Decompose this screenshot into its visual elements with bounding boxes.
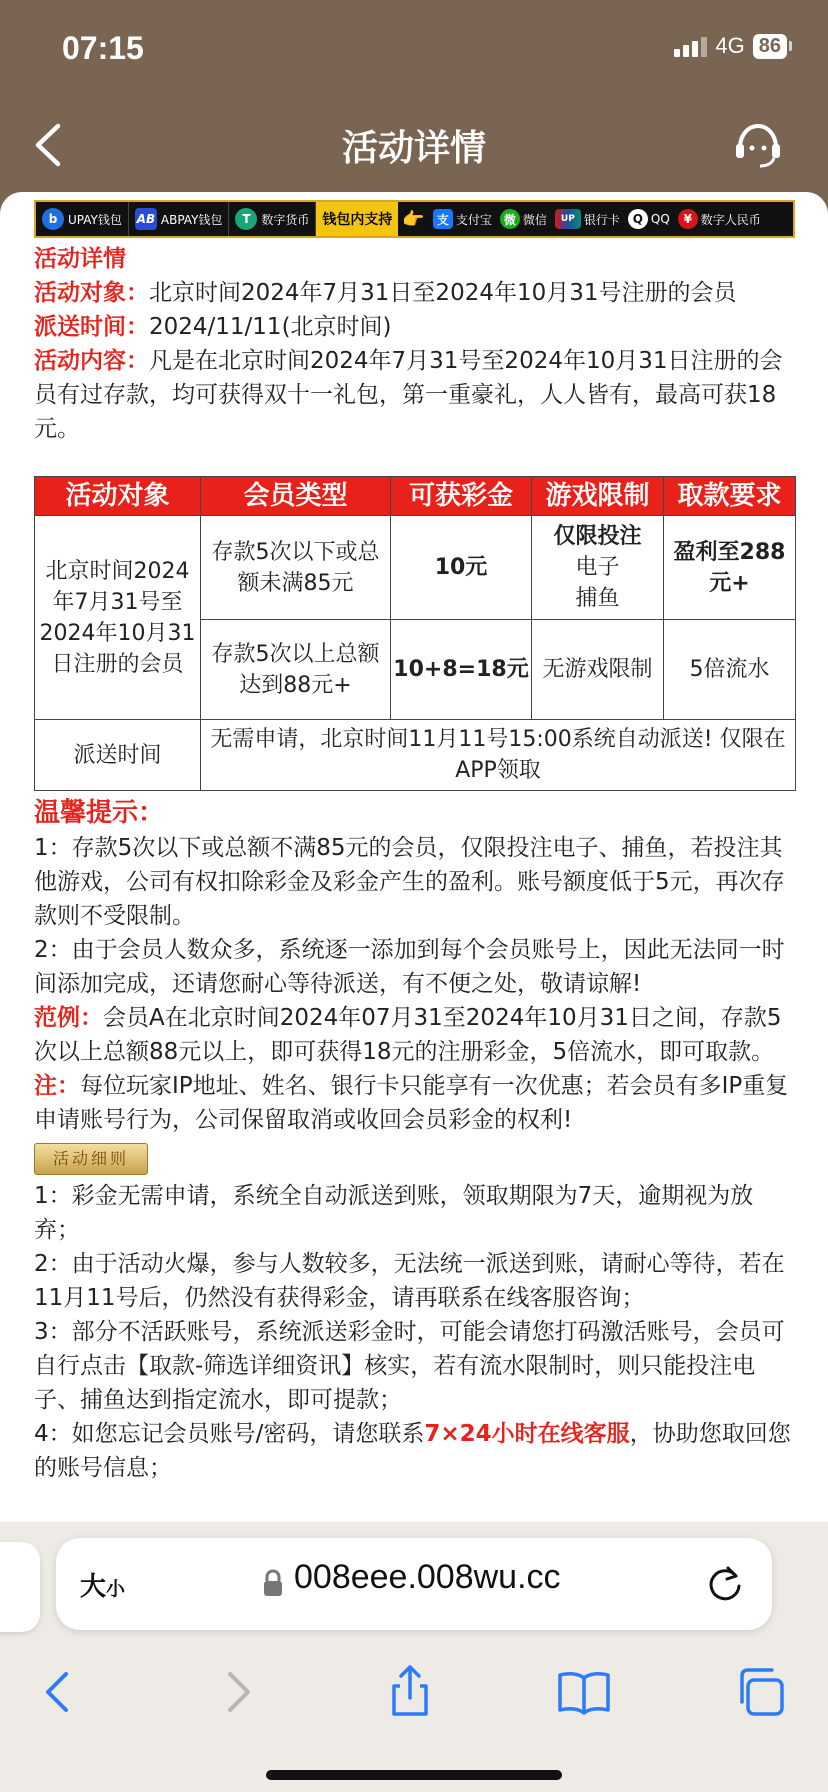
page-title: 活动详情: [341, 128, 486, 169]
hand-icon: 👉: [402, 208, 425, 230]
rule-item: 4：如您忘记会员账号/密码，请您联系7×24小时在线客服，协助您取回您的账号信息；: [34, 1421, 791, 1481]
home-indicator: [266, 1770, 562, 1780]
unionpay-icon: UP: [555, 209, 581, 229]
browser-toolbar: [0, 1652, 828, 1742]
ecny-icon: ¥: [678, 209, 698, 229]
table-header: 活动对象: [35, 477, 201, 516]
signal-icon: [674, 35, 707, 57]
address-bar[interactable]: [56, 1538, 772, 1630]
table-cell-limit: 无游戏限制: [532, 620, 664, 720]
pay-wechat: 微 微信: [496, 202, 551, 236]
target-line: 活动对象：北京时间2024年7月31日至2024年10月31号注册的会员: [34, 280, 737, 306]
table-cell-limit: 仅限投注 电子捕鱼: [532, 516, 664, 620]
text-size-button[interactable]: 大小: [80, 1572, 126, 1602]
tabs-icon[interactable]: [730, 1662, 790, 1722]
rules-badge: 活动细则: [34, 1143, 148, 1175]
network-type: 4G: [715, 33, 745, 58]
rule-item: 3：部分不活跃账号，系统派送彩金时，可能会请您打码激活账号，会员可自行点击【取款-筛选详细资讯】核实，若有流水限制时，则只能投注电子、捕鱼达到指定流水，即可提款；: [34, 1319, 785, 1413]
table-cell-type: 存款5次以下或总额未满85元: [201, 516, 391, 620]
wallet-crypto: T 数字货币: [229, 202, 316, 236]
customer-service-icon[interactable]: [732, 122, 784, 170]
status-indicators: [674, 33, 792, 59]
tips-title: 温馨提示：: [34, 798, 165, 828]
forward-icon[interactable]: [206, 1662, 266, 1722]
table-header: 可获彩金: [391, 477, 532, 516]
article-content: [34, 242, 796, 1485]
table-row: [35, 516, 796, 620]
pay-ecny: ¥ 数字人民币: [674, 202, 765, 236]
rule-item: 1：彩金无需申请，系统全自动派送到账，领取期限为7天，逾期视为放弃；: [34, 1183, 754, 1243]
lock-icon: [262, 1568, 284, 1598]
content-line: 活动内容：凡是在北京时间2024年7月31号至2024年10月31日注册的会员有过存款，均可获得双十一礼包，第一重豪礼，人人皆有，最高可获18元。: [34, 348, 783, 442]
payment-banner: [34, 200, 795, 238]
note-line: 注：每位玩家IP地址、姓名、银行卡只能享有一次优惠；若会员有多IP重复申请账号行为，公司保留取消或收回会员彩金的权利!: [34, 1073, 789, 1133]
table-header-row: [35, 477, 796, 516]
table-cell-type: 存款5次以上总额达到88元+: [201, 620, 391, 720]
upay-icon: b: [42, 208, 64, 230]
pay-alipay: 支 支付宝: [429, 202, 496, 236]
details-heading: 活动详情: [34, 246, 126, 272]
table-cell-delivery-label: 派送时间: [35, 720, 201, 791]
wallet-abpay: AB ABPAY钱包: [129, 202, 230, 236]
reload-icon[interactable]: [706, 1564, 744, 1604]
table-cell-withdraw: 5倍流水: [664, 620, 796, 720]
table-row: [35, 720, 796, 791]
status-time: 07:15: [62, 30, 144, 66]
tether-icon: T: [235, 208, 257, 230]
url-text[interactable]: 008eee.008wu.cc: [294, 1558, 561, 1596]
share-icon[interactable]: [380, 1662, 440, 1722]
battery-icon: [753, 34, 792, 59]
back-icon[interactable]: [30, 1662, 90, 1722]
table-cell-bonus: 10元: [391, 516, 532, 620]
bookmarks-icon[interactable]: [554, 1662, 614, 1722]
top-bar: [0, 0, 828, 215]
table-cell-delivery-value: 无需申请，北京时间11月11号15:00系统自动派送! 仅限在APP领取: [201, 720, 796, 791]
customer-service-link[interactable]: 7×24小时在线客服: [424, 1421, 630, 1447]
previous-tab-preview[interactable]: [0, 1542, 40, 1632]
table-cell-withdraw: 盈利至288元+: [664, 516, 796, 620]
browser-bottom-bar: [0, 1522, 828, 1792]
table-header: 会员类型: [201, 477, 391, 516]
wallet-upay: b UPAY钱包: [36, 202, 129, 236]
time-line: 派送时间：2024/11/11(北京时间): [34, 314, 392, 340]
pay-qq: Q QQ: [624, 202, 674, 236]
tip-item: 2：由于会员人数众多，系统逐一添加到每个会员账号上，因此无法同一时间添加完成，还请您耐心等待派送，有不便之处，敬请谅解!: [34, 937, 785, 997]
tip-item: 1：存款5次以下或总额不满85元的会员，仅限投注电子、捕鱼，若投注其他游戏，公司有权扣除彩金及彩金产生的盈利。账号额度低于5元，再次存款则不受限制。: [34, 835, 785, 929]
battery-level: 86: [753, 34, 787, 59]
qq-icon: Q: [628, 209, 648, 229]
content-sheet: [0, 192, 828, 1522]
rule-item: 2：由于活动火爆，参与人数较多，无法统一派送到账，请耐心等待，若在11月11号后，仍然没有获得彩金，请再联系在线客服咨询；: [34, 1251, 785, 1311]
table-cell-target: 北京时间2024年7月31号至2024年10月31日注册的会员: [35, 516, 201, 720]
bonus-table: [34, 476, 796, 791]
example-line: 范例：会员A在北京时间2024年07月31至2024年10月31日之间，存款5次以上总额88元以上，即可获得18元的注册彩金，5倍流水，即可取款。: [34, 1005, 782, 1065]
wechat-icon: 微: [500, 209, 520, 229]
abpay-icon: AB: [135, 208, 157, 230]
alipay-icon: 支: [433, 209, 453, 229]
wallet-support-label: 钱包内支持: [316, 202, 398, 236]
table-header: 游戏限制: [532, 477, 664, 516]
pay-bankcard: UP 银行卡: [551, 202, 624, 236]
table-header: 取款要求: [664, 477, 796, 516]
table-cell-bonus: 10+8=18元: [391, 620, 532, 720]
